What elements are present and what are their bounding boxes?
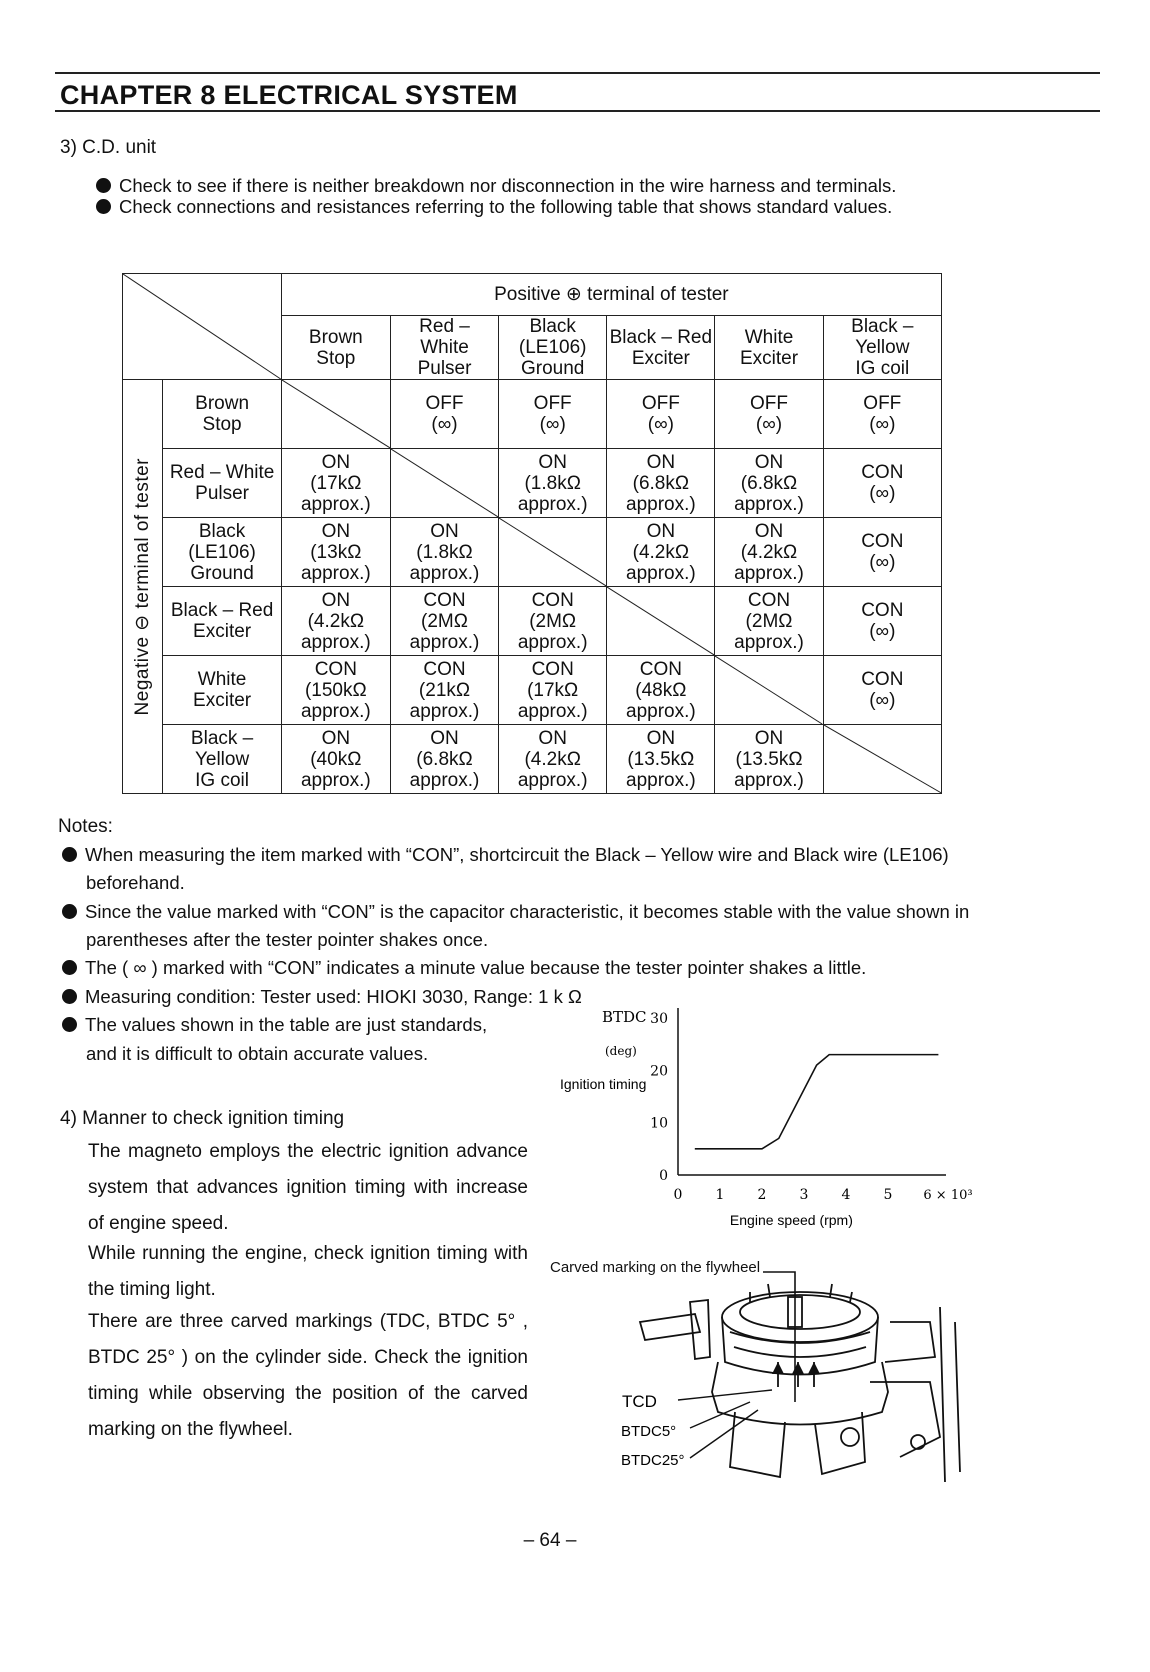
engine-drawing <box>640 1284 960 1482</box>
value-cell <box>499 380 607 449</box>
cell-value-line: (40kΩ <box>310 748 362 770</box>
bullet-icon <box>96 199 111 214</box>
value-cell <box>823 380 941 449</box>
section-title: 3) C.D. unit <box>60 137 157 158</box>
diagonal-cell <box>607 587 715 656</box>
cell-value-line: OFF <box>750 393 789 414</box>
value-cell <box>281 587 390 656</box>
cell-value-line: approx.) <box>409 769 480 791</box>
cell-value-line: ON <box>646 520 676 542</box>
row-header <box>163 380 281 449</box>
marking-label: BTDC25° <box>621 1452 685 1469</box>
cell-value-line: ON <box>321 589 351 611</box>
cell-value-line: approx.) <box>626 493 696 515</box>
cell-value-line: approx.) <box>409 631 480 653</box>
bullet-icon <box>62 904 77 919</box>
column-header <box>823 316 941 380</box>
cell-value-line: (4.2kΩ <box>307 610 365 632</box>
cell-value-line: (1.8kΩ <box>524 472 581 494</box>
value-cell <box>715 725 823 794</box>
cell-value-line: (150kΩ <box>304 679 367 701</box>
marking-label: BTDC5° <box>621 1423 677 1440</box>
cell-value-line: ON <box>646 451 676 473</box>
row-header-line: Exciter <box>193 621 252 642</box>
cell-value-line: approx.) <box>517 769 588 791</box>
cell-value-line: (13.5kΩ <box>627 748 695 770</box>
chapter-title: CHAPTER 8 ELECTRICAL SYSTEM <box>60 80 518 110</box>
cell-value-line: ON <box>430 727 459 749</box>
y-axis-title: BTDC <box>602 1008 647 1026</box>
cell-value-line: (∞) <box>869 621 896 642</box>
cell-value-line: approx.) <box>626 562 696 584</box>
bullet-icon <box>62 1017 77 1032</box>
cell-value-line: CON <box>639 658 682 680</box>
cell-value-line: ON <box>754 451 784 473</box>
column-header-line: Brown <box>308 326 363 348</box>
cell-value-line: approx.) <box>734 562 804 584</box>
x-tick-label: 2 <box>757 1187 767 1203</box>
row-header <box>163 725 281 794</box>
cell-value-line: (1.8kΩ <box>416 541 473 563</box>
paragraph: The magneto employs the electric ignition advance system that advances ignition timing with increase of engine speed. <box>88 1141 528 1234</box>
cell-value-line: approx.) <box>626 769 696 791</box>
bullet-icon <box>96 178 111 193</box>
corner-cell <box>123 274 282 380</box>
value-cell <box>715 587 823 656</box>
flywheel-illustration <box>600 1262 1000 1492</box>
column-header-line: Red – <box>419 316 470 337</box>
page-number: – 64 – <box>523 1530 577 1551</box>
cell-value-line: ON <box>321 520 351 542</box>
x-tick-label: 0 <box>673 1187 683 1203</box>
note-item: When measuring the item marked with “CON”, shortcircuit the Black – Yellow wire and Black wire (LE106) <box>62 844 949 866</box>
cell-value-line: approx.) <box>517 493 588 515</box>
cell-value-line: approx.) <box>626 700 696 722</box>
cell-diagonal <box>824 725 941 793</box>
cell-diagonal <box>499 518 606 586</box>
cell-value-line: (21kΩ <box>418 679 471 701</box>
cell-value-line: ON <box>538 451 567 473</box>
cell-value-line: CON <box>423 589 466 611</box>
note-continuation: and it is difficult to obtain accurate values. <box>86 1043 429 1064</box>
row-header-line: Stop <box>202 414 242 435</box>
value-cell <box>823 656 941 725</box>
cell-value-line: CON <box>314 658 357 680</box>
column-header-line: Stop <box>316 347 356 369</box>
cell-value-line: approx.) <box>734 631 804 653</box>
value-cell <box>499 725 607 794</box>
paragraph: While running the engine, check ignition timing with the timing light. <box>88 1243 528 1300</box>
figure-caption: Carved marking on the flywheel <box>550 1259 761 1276</box>
cell-value-line: (∞) <box>431 414 458 435</box>
cell-value-line: approx.) <box>409 700 480 722</box>
value-cell <box>607 656 715 725</box>
row-header <box>163 449 281 518</box>
ignition-timing-line <box>695 1055 939 1149</box>
marking-label: TCD <box>622 1392 657 1411</box>
cell-value-line: OFF <box>641 393 680 414</box>
label-leader-lines <box>678 1390 772 1458</box>
value-cell <box>499 449 607 518</box>
cell-diagonal <box>391 449 498 517</box>
column-header-line: Black <box>529 316 576 337</box>
diagonal-cell <box>715 656 823 725</box>
value-cell <box>281 449 390 518</box>
y-tick-label: 20 <box>650 1063 668 1080</box>
bullet-icon <box>62 847 77 862</box>
cell-diagonal <box>607 587 714 655</box>
row-header-line: Black – Red <box>170 600 274 621</box>
negative-header-label: Negative ⊖ terminal of tester <box>132 457 154 716</box>
y-axis-label: Ignition timing <box>560 1076 647 1092</box>
value-cell <box>499 587 607 656</box>
cell-value-line: (2MΩ <box>421 610 468 632</box>
cell-value-line: (6.8kΩ <box>740 472 798 494</box>
cell-value-line: ON <box>646 727 676 749</box>
diagonal-cell <box>499 518 607 587</box>
cell-value-line: (6.8kΩ <box>632 472 690 494</box>
cell-value-line: CON <box>861 600 904 621</box>
x-tick-label: 3 <box>799 1187 809 1203</box>
cell-value-line: CON <box>531 589 574 611</box>
cell-value-line: OFF <box>863 393 902 414</box>
value-cell <box>390 656 498 725</box>
column-header-line: Exciter <box>739 347 799 369</box>
marking-arrows <box>772 1362 820 1374</box>
cell-value-line: (6.8kΩ <box>416 748 473 770</box>
row-header <box>163 518 281 587</box>
column-header-line: White <box>744 326 794 348</box>
row-header-line: IG coil <box>195 769 250 791</box>
cell-value-line: (∞) <box>647 414 674 435</box>
cell-value-line: approx.) <box>734 493 804 515</box>
cell-value-line: CON <box>861 669 904 690</box>
paragraph: There are three carved markings (TDC, BTDC 5° , BTDC 25° ) on the cylinder side. Check the ignition timing while observing the position of the carved marking on the flywheel. <box>88 1311 528 1440</box>
diagonal-cell <box>823 725 941 794</box>
cell-value-line: CON <box>423 658 466 680</box>
cell-value-line: ON <box>754 727 784 749</box>
column-header-line: Exciter <box>631 347 690 369</box>
value-cell <box>715 380 823 449</box>
positive-header: Positive ⊕ terminal of tester <box>281 274 941 316</box>
cell-value-line: approx.) <box>517 700 588 722</box>
cell-value-line: ON <box>321 451 351 473</box>
note-item: The ( ∞ ) marked with “CON” indicates a minute value because the tester pointer shakes a little. <box>62 957 866 979</box>
cell-value-line: CON <box>747 589 791 611</box>
cell-value-line: (∞) <box>539 414 566 435</box>
value-cell <box>390 380 498 449</box>
table-row <box>123 449 942 518</box>
cell-value-line: approx.) <box>300 631 371 653</box>
x-tick-label: 1 <box>715 1187 725 1203</box>
row-header-line: Yellow <box>194 748 250 770</box>
cell-value-line: (∞) <box>869 552 896 573</box>
cell-value-line: ON <box>321 727 351 749</box>
value-cell <box>607 449 715 518</box>
value-cell <box>823 518 941 587</box>
value-cell <box>607 380 715 449</box>
row-header-line: Red – White <box>169 462 275 483</box>
cell-value-line: CON <box>531 658 574 680</box>
table-row <box>123 725 942 794</box>
value-cell <box>499 656 607 725</box>
diagonal-cell <box>281 380 390 449</box>
bullet-icon <box>62 989 77 1004</box>
cell-value-line: (17kΩ <box>310 472 362 494</box>
row-header-line: Black – <box>190 727 254 749</box>
cell-value-line: OFF <box>425 393 464 414</box>
value-cell <box>607 518 715 587</box>
corner-diagonal <box>123 274 281 379</box>
note-continuation: beforehand. <box>86 872 185 893</box>
cell-value-line: (13.5kΩ <box>735 748 803 770</box>
y-axis-unit: (deg) <box>605 1044 637 1058</box>
negative-header <box>123 380 163 794</box>
top-rule <box>55 72 1100 74</box>
value-cell <box>281 656 390 725</box>
cell-diagonal <box>282 380 390 448</box>
cell-value-line: ON <box>538 727 567 749</box>
cell-value-line: (13kΩ <box>310 541 362 563</box>
value-cell <box>715 449 823 518</box>
column-header <box>390 316 498 380</box>
ignition-timing-chart <box>550 1000 990 1240</box>
column-header-line: Black – <box>851 316 914 337</box>
row-header-line: Black <box>198 520 246 542</box>
column-header-line: Black – Red <box>609 326 713 348</box>
x-tick-label: 5 <box>883 1187 893 1203</box>
cell-value-line: approx.) <box>300 769 371 791</box>
column-header-line: Pulser <box>417 358 472 379</box>
cell-value-line: (2MΩ <box>529 610 577 632</box>
resistance-table <box>122 273 942 794</box>
column-header-line: Ground <box>520 358 585 379</box>
column-header-line: IG coil <box>855 358 910 379</box>
column-header <box>715 316 823 380</box>
value-cell <box>281 725 390 794</box>
value-cell <box>823 587 941 656</box>
diagonal-cell <box>390 449 498 518</box>
cell-value-line: (∞) <box>869 414 896 435</box>
table-row <box>123 380 942 449</box>
bullet-item: Check connections and resistances referring to the following table that shows standard values. <box>96 196 892 218</box>
row-header <box>163 656 281 725</box>
cell-value-line: (2MΩ <box>745 610 793 632</box>
column-header <box>607 316 715 380</box>
row-header <box>163 587 281 656</box>
value-cell <box>715 518 823 587</box>
bullet-icon <box>62 960 77 975</box>
y-tick-label: 10 <box>650 1115 668 1132</box>
column-header-line: (LE106) <box>518 337 587 358</box>
cell-value-line: (48kΩ <box>635 679 687 701</box>
note-item: Since the value marked with “CON” is the capacitor characteristic, it becomes stable with the value shown in <box>62 901 969 923</box>
value-cell <box>390 725 498 794</box>
cell-value-line: OFF <box>533 393 572 414</box>
cell-value-line: (∞) <box>869 483 896 504</box>
cell-value-line: approx.) <box>517 631 588 653</box>
cell-value-line: ON <box>430 520 459 542</box>
cell-value-line: approx.) <box>734 769 804 791</box>
table-row <box>123 656 942 725</box>
value-cell <box>390 587 498 656</box>
cell-value-line: approx.) <box>300 562 371 584</box>
column-header-line: White <box>420 337 469 358</box>
table-row <box>123 518 942 587</box>
x-multiplier-label: 6 × 10³ <box>923 1188 973 1203</box>
cell-value-line: approx.) <box>300 700 371 722</box>
column-header-line: Yellow <box>855 337 910 358</box>
cell-value-line: ON <box>754 520 784 542</box>
notes-title: Notes: <box>58 816 113 837</box>
value-cell <box>390 518 498 587</box>
bullet-item: Check to see if there is neither breakdown nor disconnection in the wire harness and terminals. <box>96 175 896 197</box>
row-header-line: (LE106) <box>188 541 256 563</box>
cell-value-line: CON <box>861 462 904 483</box>
table-body <box>123 380 942 794</box>
x-axis-label: Engine speed (rpm) <box>729 1212 853 1228</box>
row-header-line: Exciter <box>193 690 252 711</box>
row-header-line: White <box>197 669 247 690</box>
column-header <box>281 316 390 380</box>
cell-value-line: (∞) <box>869 690 896 711</box>
x-tick-label: 4 <box>841 1187 851 1203</box>
y-tick-label: 0 <box>659 1168 668 1184</box>
note-item: Measuring condition: Tester used: HIOKI 3030, Range: 1 k Ω <box>62 986 582 1008</box>
value-cell <box>823 449 941 518</box>
cell-value-line: (17kΩ <box>527 679 579 701</box>
row-header-line: Brown <box>195 393 250 414</box>
row-header-line: Pulser <box>195 483 250 504</box>
cell-value-line: (∞) <box>755 414 783 435</box>
cell-value-line: (4.2kΩ <box>740 541 798 563</box>
cell-value-line: CON <box>861 531 904 552</box>
table-row <box>123 587 942 656</box>
cell-diagonal <box>715 656 822 724</box>
column-header <box>499 316 607 380</box>
value-cell <box>281 518 390 587</box>
y-tick-label: 30 <box>650 1011 668 1027</box>
value-cell <box>607 725 715 794</box>
cell-value-line: approx.) <box>409 562 480 584</box>
note-continuation: parentheses after the tester pointer shakes once. <box>86 929 489 950</box>
cell-value-line: (4.2kΩ <box>632 541 690 563</box>
row-header-line: Ground <box>190 562 254 584</box>
cell-value-line: approx.) <box>300 493 371 515</box>
cell-value-line: (4.2kΩ <box>524 748 581 770</box>
header-rule <box>55 110 1100 112</box>
section-title: 4) Manner to check ignition timing <box>60 1108 345 1129</box>
note-item: The values shown in the table are just standards, <box>62 1014 487 1036</box>
